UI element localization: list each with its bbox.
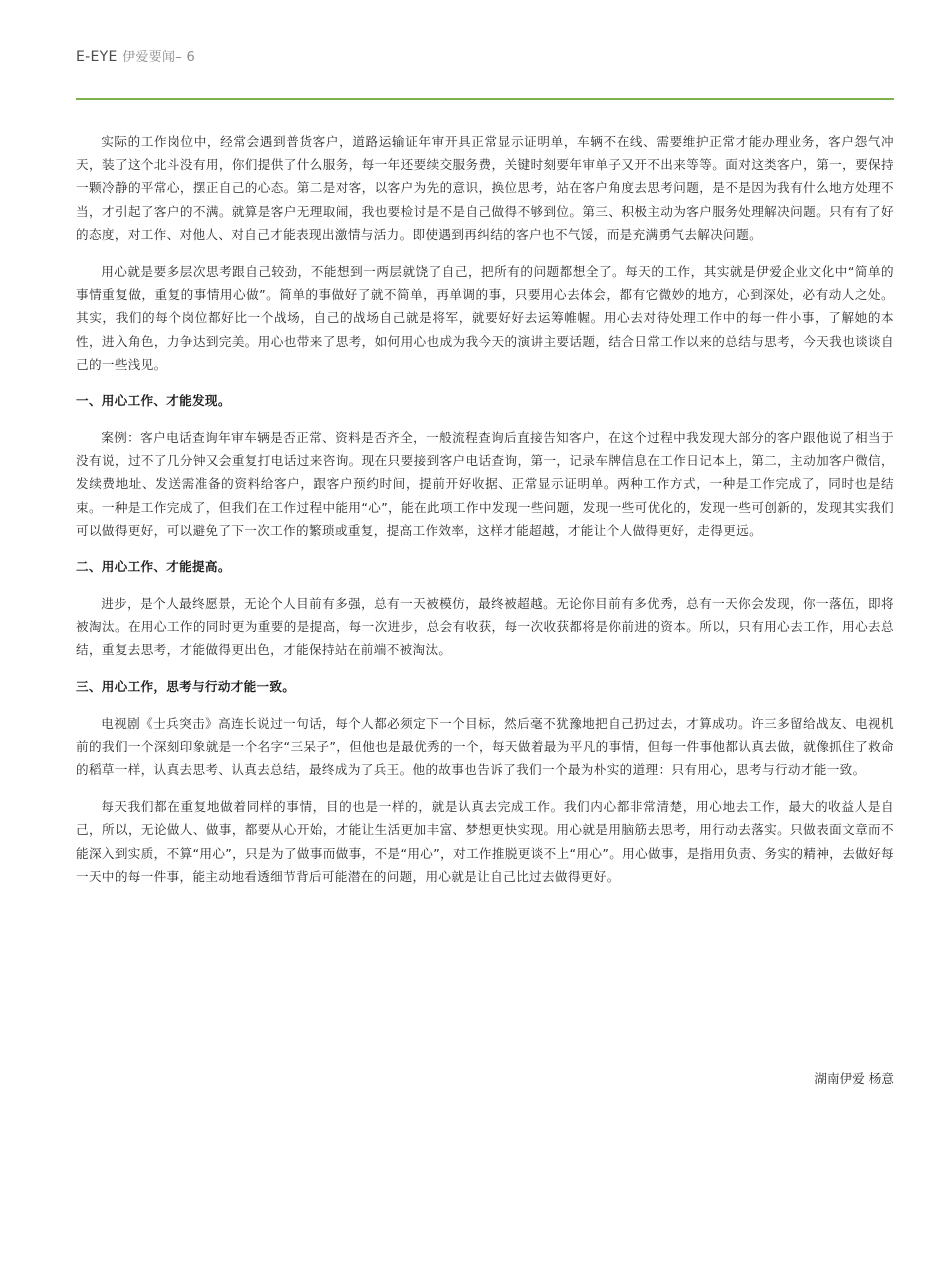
page-header — [76, 46, 195, 65]
paragraph-1: 实际的工作岗位中，经常会遇到普货客户，道路运输证年审开具正常显示证明单，车辆不在线、需要维护正常才能办理业务，客户怨气冲天，装了这个北斗没有用，你们提供了什么服务，每一年还要续交服务费，关键时刻要年审单子又开不出来等等。面对这类客户，第一，要保持一颗冷静的平常心，摆正自己的心态。第二是对客，以客户为先的意识，换位思考，站在客户角度去思考问题，是不是因为我有什么地方处理不当，才引起了客户的不满。就算是客户无理取闹，我也要检讨是不是自己做得不够到位。第三、积极主动为客户服务处理解决问题。只有有了好的态度，对工作、对他人、对自己才能表现出激情与活力。即使遇到再纠结的客户也不气馁，而是充满勇气去解决问题。 — [76, 134, 894, 242]
header-divider — [76, 98, 894, 100]
author-signature: 湖南伊爱 杨意 — [814, 1071, 894, 1086]
section-heading-1: 一、用心工作、才能发现。 — [76, 393, 231, 409]
paragraph-6: 每天我们都在重复地做着同样的事情，目的也是一样的，就是认真去完成工作。我们内心都非常清楚，用心地去工作，最大的收益人是自己，所以，无论做人、做事，都要从心开始，才能让生活更加丰富、梦想更快实现。用心就是用脑筋去思考，用行动去落实。只做表面文章而不能深入到实质，不算“用心”，只是为了做事而做事，不是“用心”，对工作推脱更谈不上“用心”。用心做事，是指用负责、务实的精神，去做好每一天中的每一件事，能主动地看透细节背后可能潜在的问题，用心就是让自己比过去做得更好。 — [76, 799, 894, 884]
paragraph-5: 电视剧《士兵突击》高连长说过一句话，每个人都必须定下一个目标，然后毫不犹豫地把自己扔过去，才算成功。许三多留给战友、电视机前的我们一个深刻印象就是一个名字“三呆子”，但他也是最优秀的一个，每天做着最为平凡的事情，但每一件事他都认真去做，就像抓住了救命的稻草一样，认真去思考、认真去总结，最终成为了兵王。他的故事也告诉了我们一个最为朴实的道理：只有用心，思考与行动才能一致。 — [76, 715, 894, 778]
paragraph-2: 用心就是要多层次思考跟自己较劲，不能想到一两层就饶了自己，把所有的问题都想全了。每天的工作，其实就是伊爱企业文化中“简单的事情重复做，重复的事情用心做”。简单的事做好了就不简单，再单调的事，只要用心去体会，都有它微妙的地方，心到深处，必有动人之处。其实，我们的每个岗位都好比一个战场，自己的战场自己就是将军，就要好好去运筹帷幄。用心去对待处理工作中的每一件小事，了解她的本性，进入角色，力争达到完美。用心也带来了思考，如何用心也成为我今天的演讲主要话题，结合日常工作以来的总结与思考，今天我也谈谈自己的一些浅见。 — [76, 264, 894, 372]
article-body — [76, 130, 894, 902]
section-heading-3: 三、用心工作，思考与行动才能一致。 — [76, 678, 296, 694]
section-page-label: 伊爱要闻– 6 — [117, 50, 196, 65]
brand-name: E-EYE — [76, 49, 118, 65]
section-heading-2: 二、用心工作、才能提高。 — [76, 559, 231, 575]
paragraph-4: 进步，是个人最终愿景，无论个人目前有多强，总有一天被模仿，最终被超越。无论你目前有多优秀，总有一天你会发现，你一落伍，即将被淘汰。在用心工作的同时更为重要的是提高，每一次进步，总会有收获，每一次收获都将是你前进的资本。所以，只有用心去工作，用心去总结，重复去思考，才能做得更出色，才能保持站在前端不被淘汰。 — [76, 596, 894, 658]
paragraph-3: 案例：客户电话查询年审车辆是否正常、资料是否齐全，一般流程查询后直接告知客户，在这个过程中我发现大部分的客户跟他说了相当于没有说，过不了几分钟又会重复打电话过来咨询。现在只要接到客户电话查询，第一，记录车牌信息在工作日记本上，第二，主动加客户微信，发续费地址、发送需准备的资料给客户，跟客户预约时间，提前开好收据、正常显示证明单。两种工作方式，一种是工作完成了，同时也是结束。一种是工作完成了，但我们在工作过程中能用“心”，能在此项工作中发现一些问题，发现一些可优化的，发现一些可创新的，发现其实我们可以做得更好，可以避免了下一次工作的繁琐或重复，提高工作效率，这样才能超越，才能让个人做得更好，走得更远。 — [76, 430, 894, 538]
